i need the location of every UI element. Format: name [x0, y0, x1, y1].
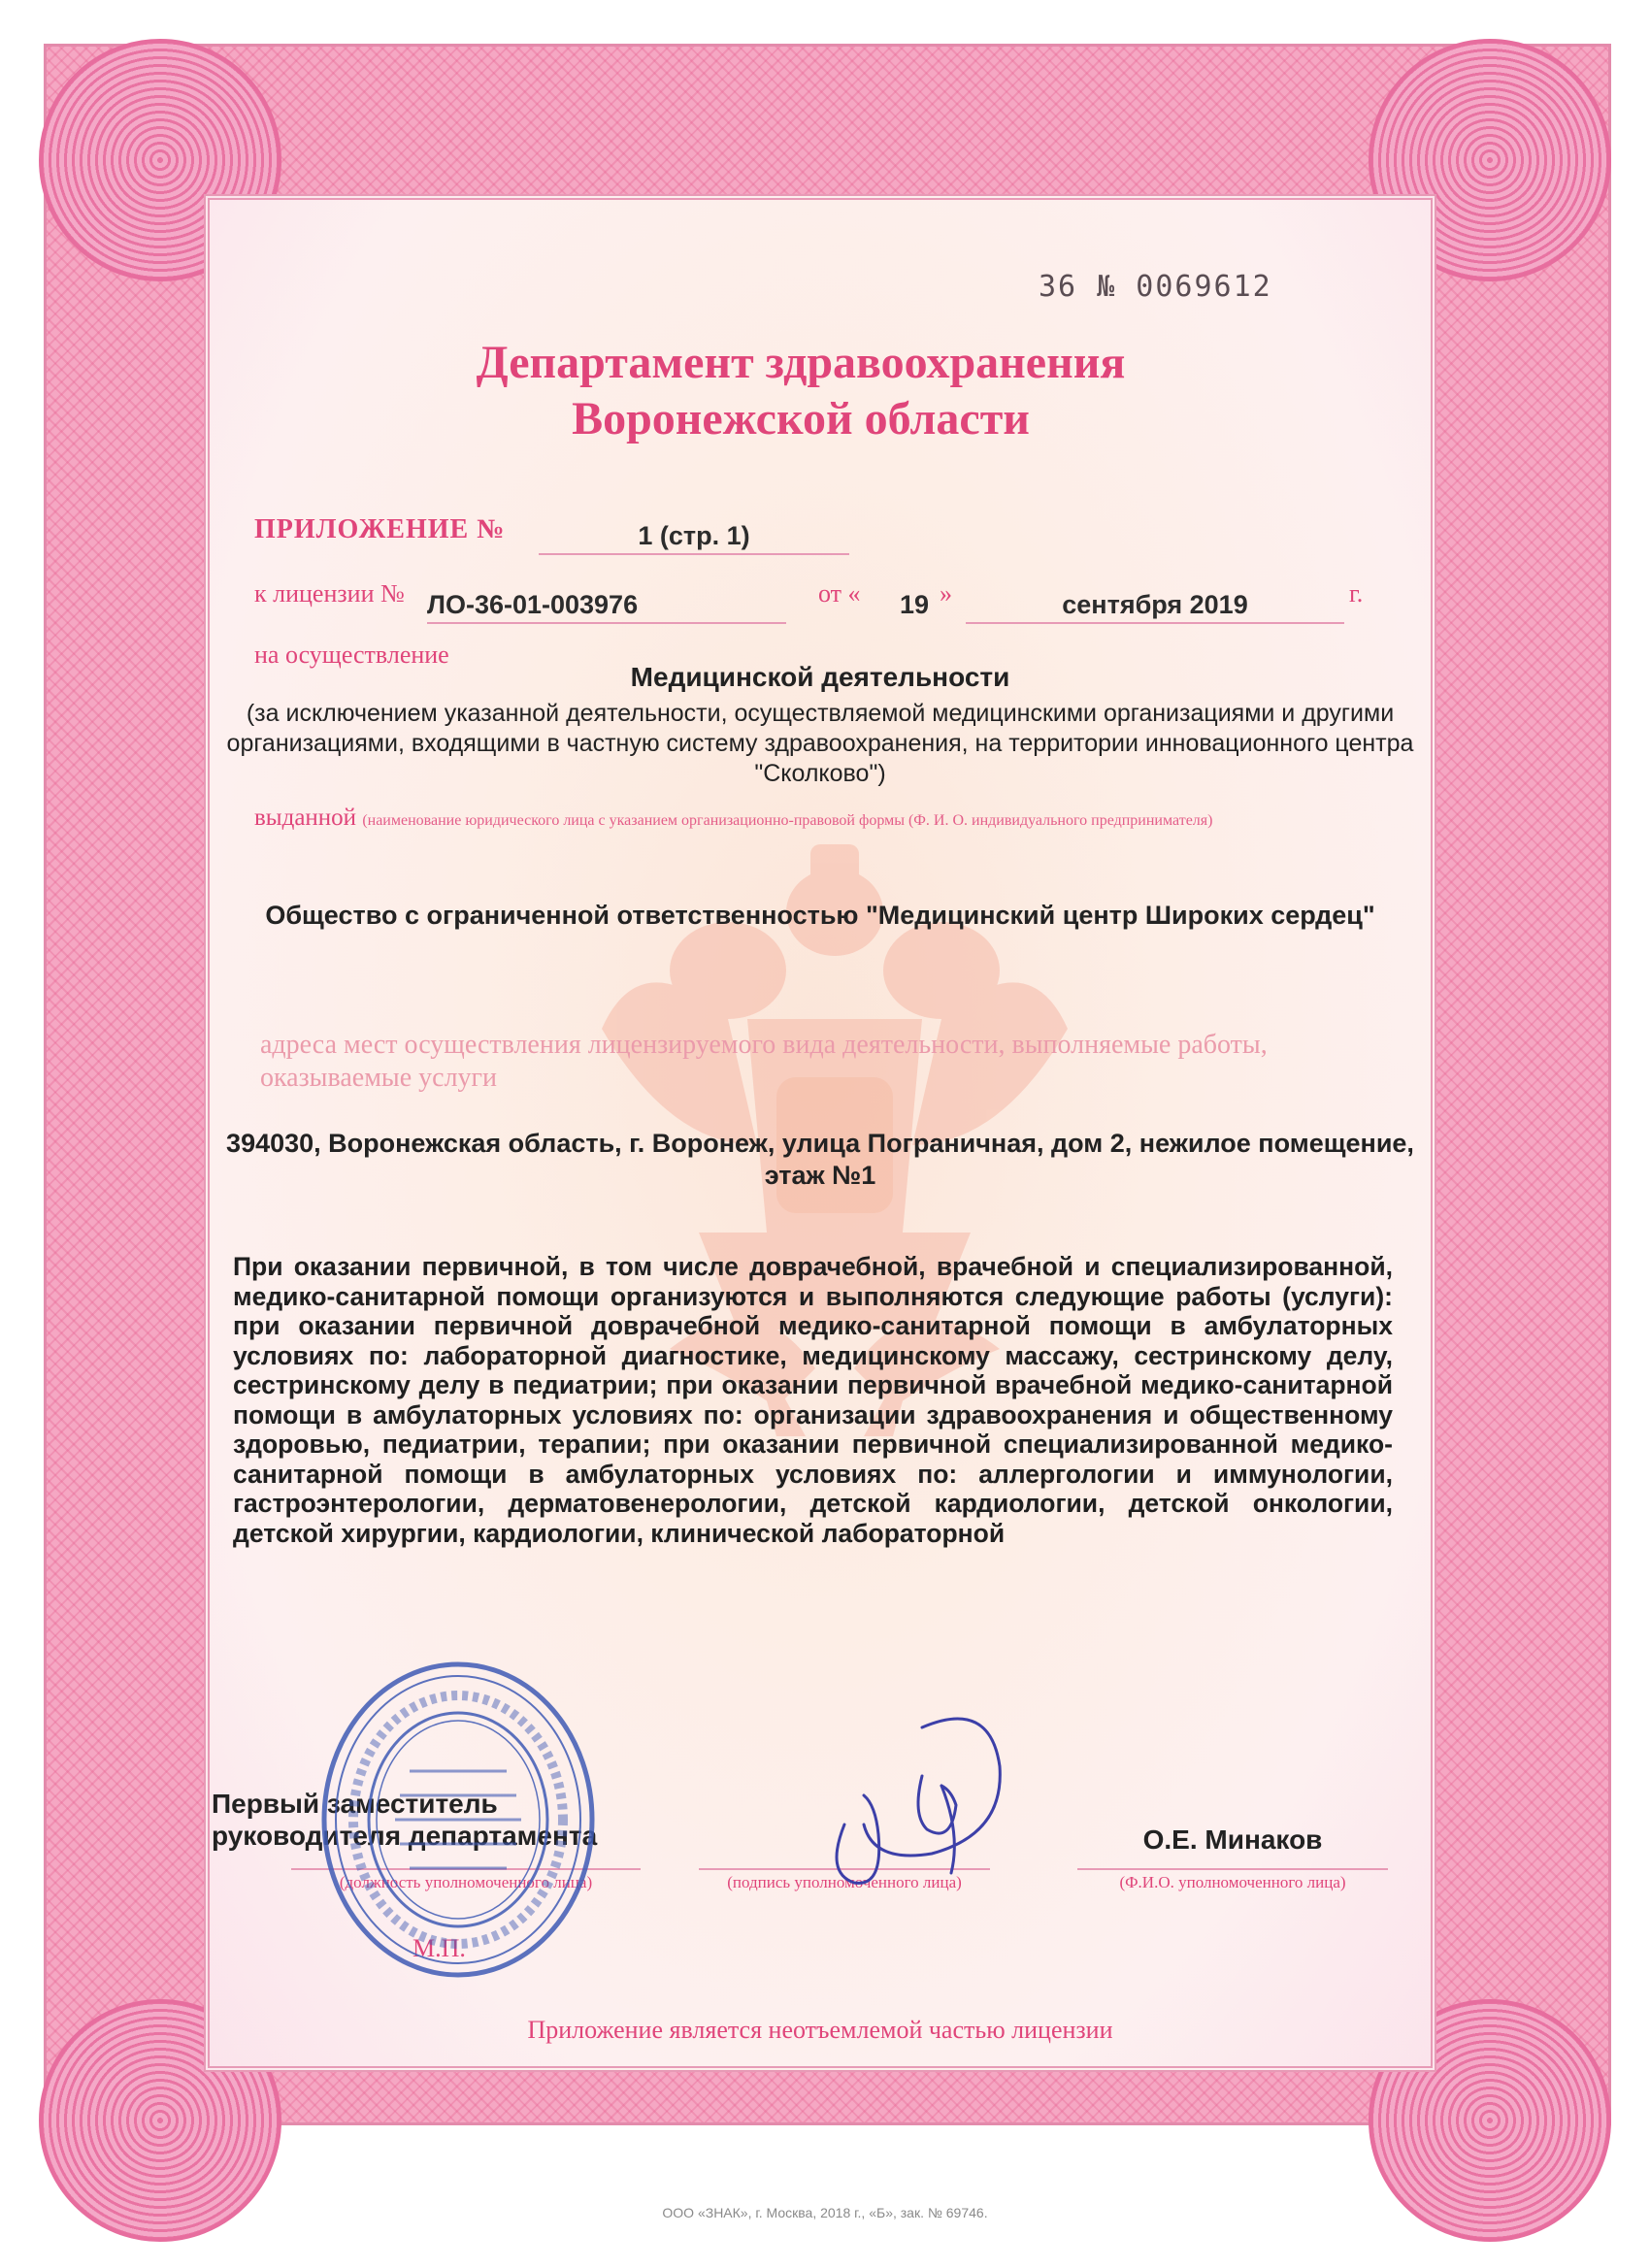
date-month-year: сентября 2019	[966, 590, 1344, 624]
license-number: ЛО-36-01-003976	[427, 590, 786, 624]
position-caption: (должность уполномоченного лица)	[339, 1873, 593, 1891]
signature-icon	[806, 1689, 1039, 1912]
issued-hint: (наименование юридического лица с указанием организационно-правовой формы (Ф. И. О. индивидуального предпринимателя)	[362, 812, 1213, 829]
department-title-line1: Департамент здравоохранения	[476, 337, 1126, 388]
activity-note: (за исключением указанной деятельности, осуществляемой медицинскими организациями и другими организациями, входящими в частную систему здравоохранения, на территории инновационного центра "Сколково")	[226, 700, 1414, 787]
printer-note: ООО «ЗНАК», г. Москва, 2018 г., «Б», зак. № 69746.	[662, 2205, 988, 2220]
issued-label	[254, 805, 1370, 834]
license-label: к лицензии №	[254, 579, 405, 608]
date-from-label: от «	[818, 579, 861, 608]
appendix-label: ПРИЛОЖЕНИЕ №	[254, 514, 506, 544]
signature-caption: (подпись уполномоченного лица)	[727, 1873, 962, 1891]
department-title	[204, 335, 1398, 447]
series-number: 36 № 0069612	[1039, 270, 1272, 304]
signer-position: Первый заместитель руководителя департамента	[212, 1789, 598, 1851]
year-suffix: г.	[1349, 579, 1364, 608]
activity-title: Медицинской деятельности	[630, 662, 1010, 692]
official-seal-icon	[313, 1655, 604, 1985]
appendix-value: 1 (стр. 1)	[539, 521, 849, 555]
name-underline	[1077, 1868, 1388, 1870]
organization-name: Общество с ограниченной ответственностью "Медицинский центр Широких сердец"	[265, 901, 1375, 930]
issued-label-text: выданной	[254, 805, 357, 831]
address-label: адреса мест осуществления лицензируемого вида деятельности, выполняемые работы, оказываемые услуги	[260, 1030, 1268, 1093]
footer-note: Приложение является неотъемлемой частью лицензии	[527, 2016, 1113, 2044]
date-day: 19	[899, 590, 930, 619]
activity-label: на осуществление	[254, 641, 449, 669]
address-value: 394030, Воронежская область, г. Воронеж, улица Пограничная, дом 2, нежилое помещение, этаж №1	[226, 1129, 1414, 1190]
stamp-place-label: М.П.	[412, 1934, 466, 1962]
department-title-line2: Воронежской области	[572, 393, 1030, 444]
signer-name: О.Е. Минаков	[1142, 1824, 1323, 1855]
services-text: При оказании первичной, в том числе доврачебной, врачебной и специализированной, медико-санитарной помощи организуются и выполняются следующие работы (услуги): при оказании первичной доврачебной медико-санитарной помощи в амбулаторных условиях по: лабораторной диагностике, медицинскому массажу, сестринскому делу, сестринскому делу в педиатрии; при оказании первичной врачебной медико-санитарной помощи в амбулаторных условиях по: организации здравоохранения и общественному здоровью, педиатрии, терапии; при оказании первичной специализированной медико-санитарной помощи в амбулаторных условиях по: аллергологии и иммунологии, гастроэнтерологии, дерматовенерологии, детской кардиологии, детской онкологии, детской хирургии, кардиологии, клинической лабораторной	[233, 1252, 1393, 1548]
name-caption: (Ф.И.О. уполномоченного лица)	[1119, 1873, 1346, 1891]
date-day-close: »	[940, 579, 952, 608]
